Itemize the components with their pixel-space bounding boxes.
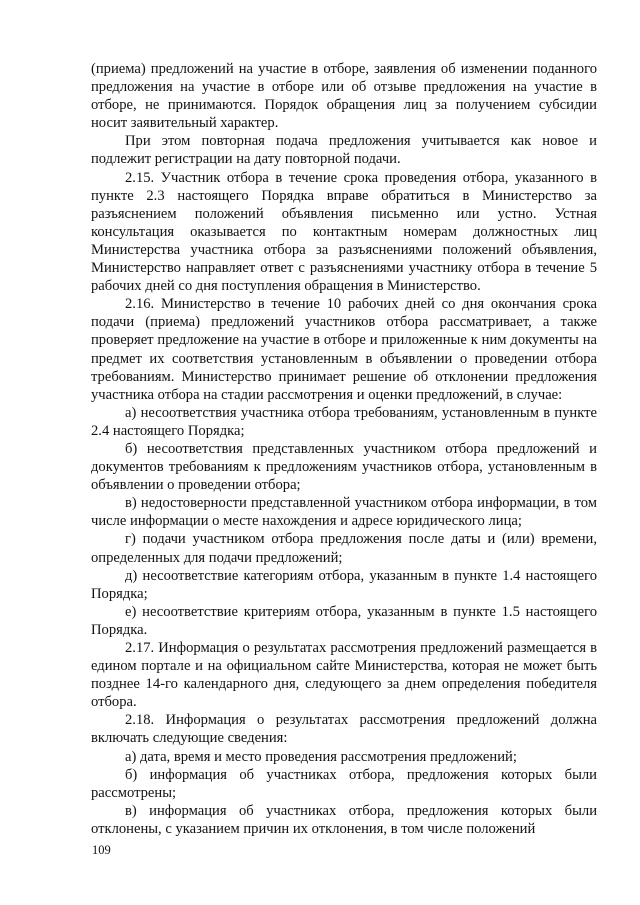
list-item-e: е) несоответствие критериям отбора, указанным в пункте 1.5 настоящего Порядка. [91,603,597,638]
paragraph-2-15: 2.15. Участник отбора в течение срока проведения отбора, указанного в пункте 2.3 настоящего Порядка вправе обратиться в Министерство за разъяснением положений объявления письменно или устно. Устная консультация оказывается по контактным номерам должностных лиц Министерства участника отбора за разъяснениями положений объявления, Министерство направляет ответ с разъяснениями участнику отбора в течение 5 рабочих дней со дня поступления обращения в Министерство. [91,169,597,295]
paragraph-2-17: 2.17. Информация о результатах рассмотрения предложений размещается в едином портале и на официальном сайте Министерства, которая не может быть позднее 14-го календарного дня, следующего за днем определения победителя отбора. [91,640,597,711]
paragraph-repeat-submission: При этом повторная подача предложения учитывается как новое и подлежит регистрации на дату повторной подачи. [91,133,597,168]
info-item-b: б) информация об участниках отбора, предложения которых были рассмотрены; [91,766,597,801]
list-item-d: д) несоответствие категориям отбора, указанным в пункте 1.4 настоящего Порядка; [91,567,597,602]
list-item-b: б) несоответствия представленных участником отбора предложений и документов требованиям к предложениям участников отбора, установленным в объявлении о проведении отбора; [91,440,597,494]
paragraph-continuation: (приема) предложений на участие в отборе, заявления об изменении поданного предложения на участие в отборе или об отзыве предложения на участие в отборе, не принимаются. Порядок обращения лиц за получением субсидии носит заявительный характер. [91,61,597,132]
paragraph-2-16: 2.16. Министерство в течение 10 рабочих дней со дня окончания срока подачи (приема) предложений участников отбора рассматривает, а также проверяет предложение на участие в отборе и приложенные к ним документы на предмет их соответствия установленным в объявлении о проведении отбора требованиям. Министерство принимает решение об отклонении предложения участника отбора на стадии рассмотрения и оценки предложений, в случае: [91,296,597,403]
page-number: 109 [92,843,111,857]
list-item-g: г) подачи участником отбора предложения после даты и (или) времени, определенных для подачи предложений; [91,531,597,566]
list-item-v: в) недостоверности представленной участником отбора информации, в том числе информации о месте нахождения и адресе юридического лица; [91,495,597,530]
paragraph-2-18: 2.18. Информация о результатах рассмотрения предложений должна включать следующие сведения: [91,712,597,747]
list-item-a: а) несоответствия участника отбора требованиям, установленным в пункте 2.4 настоящего Порядка; [91,404,597,439]
info-item-a: а) дата, время и место проведения рассмотрения предложений; [125,748,517,765]
info-item-v: в) информация об участниках отбора, предложения которых были отклонены, с указанием причин их отклонения, в том числе положений [91,802,597,837]
document-body [91,60,597,838]
